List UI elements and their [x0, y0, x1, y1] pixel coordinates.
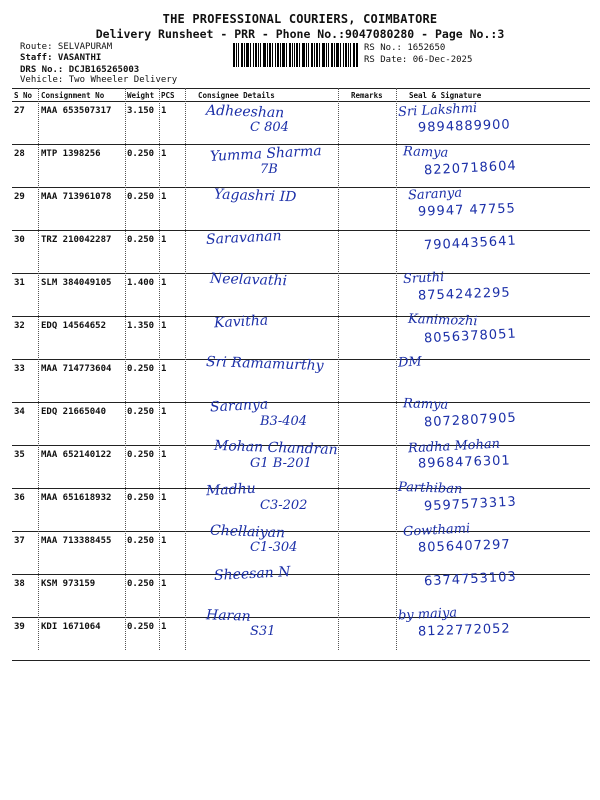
row-sno: 35 — [12, 446, 39, 489]
row-pcs: 1 — [159, 446, 196, 489]
seal-phone-number: 8220718604 — [423, 158, 518, 179]
row-consignment-no: EDQ 21665040 — [39, 403, 125, 446]
row-pcs: 1 — [159, 360, 196, 403]
row-sno: 33 — [12, 360, 39, 403]
row-consignment-no: KDI 1671064 — [39, 618, 125, 661]
row-pcs: 1 — [159, 618, 196, 661]
row-sno: 34 — [12, 403, 39, 446]
staff-label: Staff: VASANTHI — [20, 53, 102, 63]
col-header-pcs: PCS — [159, 89, 196, 102]
row-weight: 0.250 — [125, 231, 159, 274]
row-pcs: 1 — [159, 532, 196, 575]
row-sno: 31 — [12, 274, 39, 317]
row-pcs: 1 — [159, 274, 196, 317]
seal-phone-number: 8968476301 — [417, 453, 511, 472]
seal-signature-handwriting: DM — [397, 354, 423, 371]
column-divider — [396, 88, 397, 650]
row-pcs: 1 — [159, 403, 196, 446]
row-consignment-no: SLM 384049105 — [39, 274, 125, 317]
column-divider — [185, 88, 186, 650]
consignee-handwriting: Adheeshan — [205, 102, 285, 122]
seal-phone-number: 7904435641 — [423, 233, 518, 254]
route-label: Route: SELVAPURAM — [20, 42, 113, 52]
consignee-handwriting-note: C1-304 — [250, 540, 298, 555]
row-sno: 38 — [12, 575, 39, 618]
consignee-handwriting-note: C3-202 — [260, 498, 308, 513]
row-weight: 0.250 — [125, 532, 159, 575]
consignee-handwriting-note: G1 B-201 — [250, 456, 312, 471]
row-sno: 37 — [12, 532, 39, 575]
row-sno: 28 — [12, 145, 39, 188]
row-consignment-no: TRZ 210042287 — [39, 231, 125, 274]
consignee-handwriting: Yagashri ID — [213, 186, 297, 206]
seal-signature-handwriting: Parthiban — [397, 479, 463, 498]
row-weight: 1.400 — [125, 274, 159, 317]
seal-phone-number: 8056378051 — [423, 326, 518, 347]
row-sno: 32 — [12, 317, 39, 360]
col-header-seal: Seal & Signature — [407, 89, 590, 102]
row-seal-signature — [407, 360, 590, 403]
row-sno: 27 — [12, 102, 39, 145]
barcode — [233, 43, 358, 67]
table-header-row — [12, 89, 590, 102]
row-remarks — [349, 532, 407, 575]
seal-signature-handwriting: Sruthi — [402, 269, 445, 288]
row-sno: 29 — [12, 188, 39, 231]
consignee-handwriting: Madhu — [205, 480, 257, 500]
row-consignment-no: MAA 713388455 — [39, 532, 125, 575]
row-remarks — [349, 188, 407, 231]
row-weight: 1.350 — [125, 317, 159, 360]
row-weight: 0.250 — [125, 188, 159, 231]
rs-number: RS No.: 1652650 — [364, 43, 446, 53]
row-pcs: 1 — [159, 317, 196, 360]
row-consignment-no: MAA 653507317 — [39, 102, 125, 145]
seal-signature-handwriting: Ramya — [402, 144, 449, 161]
row-consignment-no: MAA 714773604 — [39, 360, 125, 403]
row-weight: 0.250 — [125, 360, 159, 403]
consignee-handwriting: Chellaiyan — [209, 522, 286, 542]
row-weight: 0.250 — [125, 446, 159, 489]
seal-signature-handwriting: Saranya — [407, 185, 463, 204]
row-remarks — [349, 145, 407, 188]
seal-phone-number: 8122772052 — [417, 621, 511, 640]
consignee-handwriting: Yumma Sharma — [209, 143, 323, 165]
consignee-handwriting: Haran — [205, 607, 251, 625]
seal-signature-handwriting: by maiya — [397, 605, 458, 624]
runsheet-subtitle: Delivery Runsheet - PRR - Phone No.:9047080280 - Page No.:3 — [95, 27, 505, 41]
consignee-handwriting: Sri Ramamurthy — [205, 353, 324, 375]
consignee-handwriting: Saranya — [209, 396, 269, 416]
col-header-remarks: Remarks — [349, 89, 407, 102]
seal-phone-number: 9597573313 — [423, 494, 518, 515]
consignee-handwriting: Neelavathi — [209, 270, 288, 290]
row-weight: 0.250 — [125, 145, 159, 188]
seal-phone-number: 8056407297 — [417, 537, 511, 556]
row-remarks — [349, 317, 407, 360]
col-header-consignee: Consignee Details — [196, 89, 349, 102]
row-remarks — [349, 231, 407, 274]
row-sno: 39 — [12, 618, 39, 661]
consignee-handwriting: Saravanan — [205, 228, 282, 248]
drs-label: DRS No.: DCJB165265003 — [20, 65, 140, 75]
seal-signature-handwriting: Sri Lakshmi — [397, 100, 478, 121]
row-weight: 0.250 — [125, 575, 159, 618]
consignee-handwriting: Mohan Chandran — [213, 437, 338, 459]
col-header-consignment: Consignment No — [39, 89, 125, 102]
row-consignment-no: MTP 1398256 — [39, 145, 125, 188]
seal-signature-handwriting: Gowthami — [402, 521, 471, 540]
row-weight: 0.250 — [125, 489, 159, 532]
row-weight: 0.250 — [125, 403, 159, 446]
seal-phone-number: 8072807905 — [423, 410, 518, 431]
col-header-weight: Weight — [125, 89, 159, 102]
column-divider — [159, 88, 160, 650]
row-pcs: 1 — [159, 102, 196, 145]
row-weight: 3.150 — [125, 102, 159, 145]
row-remarks — [349, 274, 407, 317]
column-divider — [38, 88, 39, 650]
row-pcs: 1 — [159, 575, 196, 618]
seal-phone-number: 99947 47755 — [417, 201, 517, 220]
seal-signature-handwriting: Kanimozhi — [407, 311, 478, 330]
row-consignment-no: MAA 651618932 — [39, 489, 125, 532]
row-pcs: 1 — [159, 489, 196, 532]
consignee-handwriting-note: B3-404 — [260, 414, 308, 429]
seal-phone-number: 6374753103 — [423, 569, 518, 590]
column-divider — [338, 88, 339, 650]
consignee-handwriting-note: C 804 — [250, 120, 289, 135]
row-sno: 36 — [12, 489, 39, 532]
seal-signature-handwriting: Radha Mohan — [407, 436, 501, 457]
row-consignment-no: MAA 713961078 — [39, 188, 125, 231]
consignee-handwriting-note: S31 — [250, 624, 276, 639]
row-remarks — [349, 618, 407, 661]
seal-signature-handwriting: Ramya — [402, 396, 449, 413]
company-title: THE PROFESSIONAL COURIERS, COIMBATORE — [162, 12, 438, 26]
row-sno: 30 — [12, 231, 39, 274]
column-divider — [125, 88, 126, 650]
row-pcs: 1 — [159, 145, 196, 188]
row-remarks — [349, 403, 407, 446]
row-pcs: 1 — [159, 188, 196, 231]
consignee-handwriting: Sheesan N — [213, 564, 291, 584]
rs-date: RS Date: 06-Dec-2025 — [364, 55, 473, 65]
col-header-sno: S No — [12, 89, 39, 102]
seal-phone-number: 9894889900 — [417, 117, 511, 136]
row-consignment-no: EDQ 14564652 — [39, 317, 125, 360]
row-weight: 0.250 — [125, 618, 159, 661]
row-remarks — [349, 489, 407, 532]
row-consignment-no: MAA 652140122 — [39, 446, 125, 489]
consignee-handwriting: Kavitha — [213, 312, 269, 332]
row-pcs: 1 — [159, 231, 196, 274]
vehicle-label: Vehicle: Two Wheeler Delivery — [20, 75, 178, 85]
consignee-handwriting-note: 7B — [260, 162, 278, 177]
row-consignment-no: KSM 973159 — [39, 575, 125, 618]
seal-phone-number: 8754242295 — [417, 285, 511, 304]
